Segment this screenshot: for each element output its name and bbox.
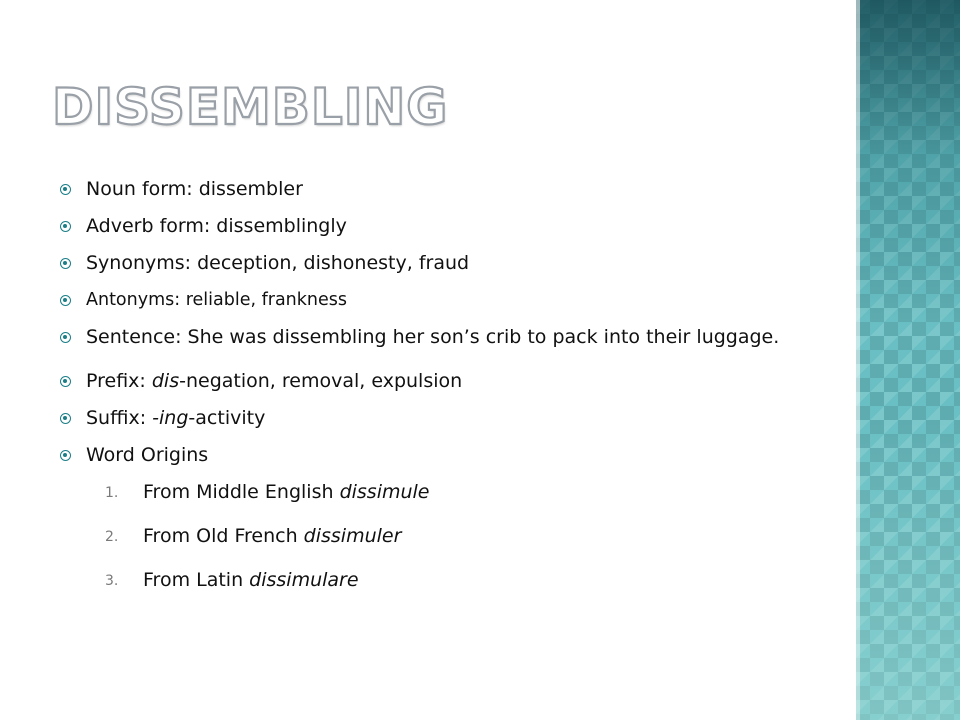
origin-term: dissimulare <box>249 569 359 591</box>
slide-content <box>58 176 828 611</box>
origin-text: From Old French <box>143 525 304 547</box>
origin-item-old-french <box>58 523 828 549</box>
bullet-noun-form <box>58 176 828 202</box>
bullet-word-origins <box>58 442 828 468</box>
bullet-synonyms <box>58 250 828 276</box>
origin-text: From Middle English <box>143 481 340 503</box>
prefix-meaning: -negation, removal, expulsion <box>179 370 463 392</box>
origin-text: From Latin <box>143 569 250 591</box>
origin-item-latin <box>58 567 828 593</box>
slide-title: DISSEMBLING <box>52 78 449 136</box>
list-number: 1. <box>105 485 119 501</box>
circled-dot-icon <box>60 450 71 461</box>
bullet-text: Sentence: She was dissembling her son’s crib to pack into their luggage. <box>86 326 780 348</box>
bullet-adverb-form <box>58 213 828 239</box>
suffix-term: -ing <box>152 407 189 429</box>
bullet-text: Antonyms: reliable, frankness <box>86 290 347 310</box>
circled-dot-icon <box>60 221 71 232</box>
circled-dot-icon <box>60 184 71 195</box>
circled-dot-icon <box>60 258 71 269</box>
list-number: 2. <box>105 529 119 545</box>
bullet-sentence <box>58 324 828 350</box>
origin-term: dissimule <box>339 481 430 503</box>
circled-dot-icon <box>60 413 71 424</box>
origins-numbered-list <box>58 479 828 593</box>
bullet-text: Noun form: dissembler <box>86 178 303 200</box>
prefix-label: Prefix: <box>86 370 152 392</box>
origin-term: dissimuler <box>303 525 402 547</box>
suffix-label: Suffix: <box>86 407 153 429</box>
bullet-suffix <box>58 405 828 431</box>
bullet-text: Synonyms: deception, dishonesty, fraud <box>86 252 470 274</box>
prefix-term: dis <box>151 370 180 392</box>
circled-dot-icon <box>60 332 71 343</box>
bullet-prefix <box>58 368 828 394</box>
word-origins-label: Word Origins <box>86 444 209 466</box>
bullet-list <box>58 176 828 468</box>
circled-dot-icon <box>60 295 71 306</box>
suffix-meaning: -activity <box>188 407 266 429</box>
list-number: 3. <box>105 573 119 589</box>
bullet-text: Adverb form: dissemblingly <box>86 215 347 237</box>
circled-dot-icon <box>60 376 71 387</box>
bullet-antonyms <box>58 287 828 313</box>
origin-item-middle-english <box>58 479 828 505</box>
side-decorative-band <box>856 0 960 720</box>
